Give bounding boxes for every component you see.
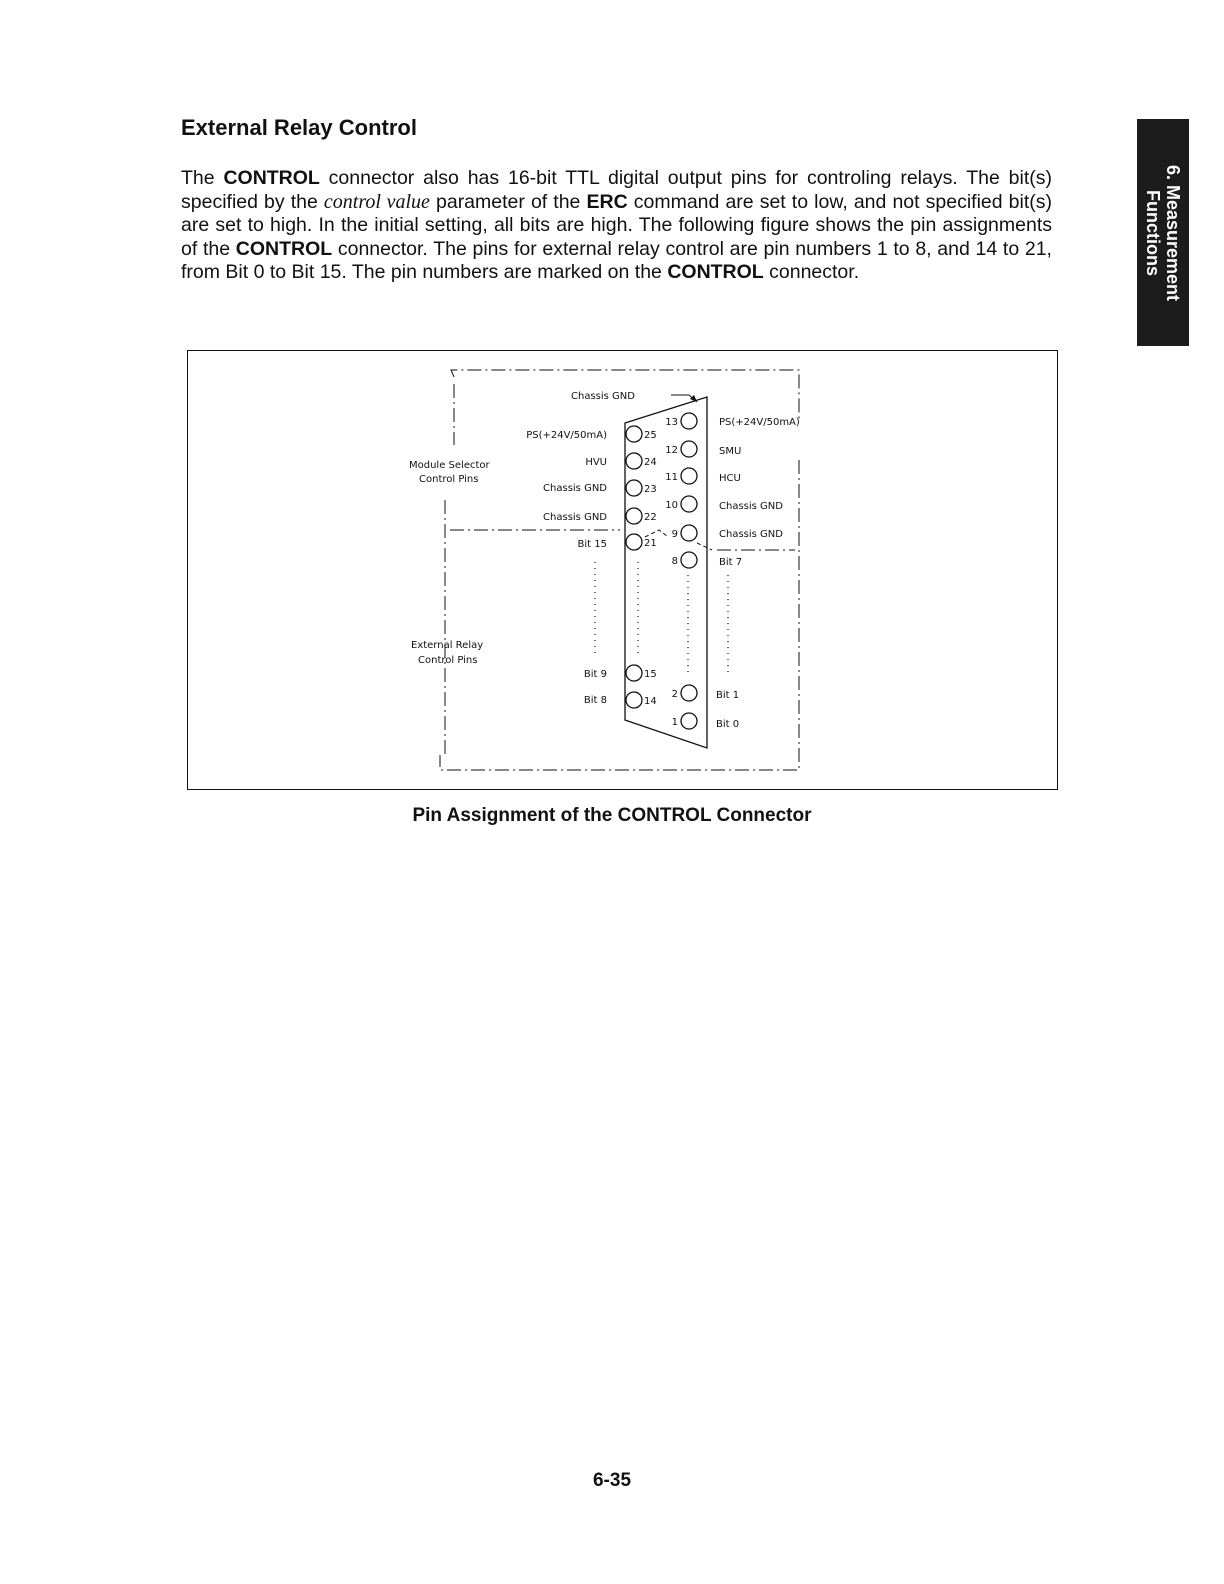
pin-1 xyxy=(672,713,739,730)
pin-2 xyxy=(672,685,739,701)
pin-number: 21 xyxy=(644,538,657,549)
pin-21 xyxy=(578,534,657,550)
pin-number: 12 xyxy=(665,445,678,456)
connector-diagram xyxy=(187,350,1058,790)
pin-22 xyxy=(543,508,657,524)
text-run: The xyxy=(181,167,224,189)
chapter-side-tab xyxy=(1137,119,1189,346)
pin-14 xyxy=(584,692,657,708)
external-relay-label: External Relay xyxy=(411,640,484,651)
pin-signal-label: Chassis GND xyxy=(719,529,783,540)
chapter-side-tab-text xyxy=(1137,119,1189,346)
pin-number: 11 xyxy=(665,472,678,483)
pin-10 xyxy=(665,496,783,512)
pin-number: 13 xyxy=(665,417,678,428)
pin-signal-label: Bit 15 xyxy=(577,539,607,550)
external-relay-label: Control Pins xyxy=(418,655,478,666)
group-bracket xyxy=(440,370,799,770)
bold-term-control: CONTROL xyxy=(223,167,320,189)
pin-number: 10 xyxy=(665,500,678,511)
pin-signal-label: Bit 0 xyxy=(716,719,740,730)
chassis-gnd-label: Chassis GND xyxy=(571,391,635,402)
text-run: connector. The pins for external relay control are pin numbers 1 to 8, and 14 to 21, from Bit 0 to Bit 15. The pin numbers are marked on the xyxy=(181,237,1052,284)
pin-number: 25 xyxy=(644,430,657,441)
pin-signal-label: Bit 1 xyxy=(716,690,740,701)
pin-signal-label: Bit 9 xyxy=(583,669,607,680)
pin-number: 14 xyxy=(644,696,657,707)
section-title: External Relay Control xyxy=(181,115,417,140)
pin-signal-label: Chassis GND xyxy=(543,512,607,523)
pin-number: 23 xyxy=(644,484,657,495)
pin-13 xyxy=(665,413,800,429)
bold-term-erc: ERC xyxy=(586,190,628,213)
pin-12 xyxy=(665,441,741,457)
pin-11 xyxy=(665,468,741,484)
right-pin-row xyxy=(665,413,800,730)
bold-term-control: CONTROL xyxy=(235,237,333,260)
pin-number: 1 xyxy=(671,717,678,728)
pin-signal-label: HCU xyxy=(719,473,741,484)
bold-term-control: CONTROL xyxy=(667,261,764,284)
pin-24 xyxy=(585,453,656,469)
italic-term-control-value: control value xyxy=(323,190,430,213)
pin-signal-label: Bit 8 xyxy=(583,695,607,706)
text-run: connector also has 16-bit TTL digital output pins for controling relays. The bit(s) specified by the xyxy=(181,167,1052,213)
pin-number: 2 xyxy=(671,689,678,700)
pin-25 xyxy=(526,426,657,442)
pin-signal-label: SMU xyxy=(719,446,742,457)
body-paragraph xyxy=(181,167,1052,285)
pin-number: 15 xyxy=(644,669,657,680)
pin-23 xyxy=(543,480,657,496)
chapter-tab-line1: 6. Measurement xyxy=(1163,164,1183,301)
page-number: 6-35 xyxy=(592,1470,632,1491)
module-selector-label: Module Selector xyxy=(409,460,490,471)
pin-15 xyxy=(584,665,657,681)
pin-9 xyxy=(672,525,784,541)
pin-signal-label: Chassis GND xyxy=(719,501,783,512)
pin-signal-label: PS(+24V/50mA) xyxy=(719,417,800,428)
left-pin-row xyxy=(526,426,657,708)
pin-number: 9 xyxy=(671,529,678,540)
module-selector-label: Control Pins xyxy=(419,474,479,485)
pin-number: 8 xyxy=(671,556,678,567)
pin-signal-label: HVU xyxy=(585,457,607,468)
figure-caption: Pin Assignment of the CONTROL Connector xyxy=(412,805,812,826)
continuation-dots xyxy=(595,562,728,672)
pin-signal-label: Bit 7 xyxy=(719,557,743,568)
pin-number: 22 xyxy=(644,512,657,523)
chapter-tab-line2: Functions xyxy=(1143,189,1163,276)
pin-signal-label: PS(+24V/50mA) xyxy=(526,430,607,441)
text-run: command are set to low, and not specified bit(s) are set to high. In the initial setting, all bits are high. The following figure shows the pin assignments of the xyxy=(181,190,1053,260)
text-run: connector. xyxy=(763,261,860,284)
text-run: parameter of the xyxy=(429,190,587,213)
pin-number: 24 xyxy=(644,457,657,468)
pin-signal-label: Chassis GND xyxy=(543,483,607,494)
